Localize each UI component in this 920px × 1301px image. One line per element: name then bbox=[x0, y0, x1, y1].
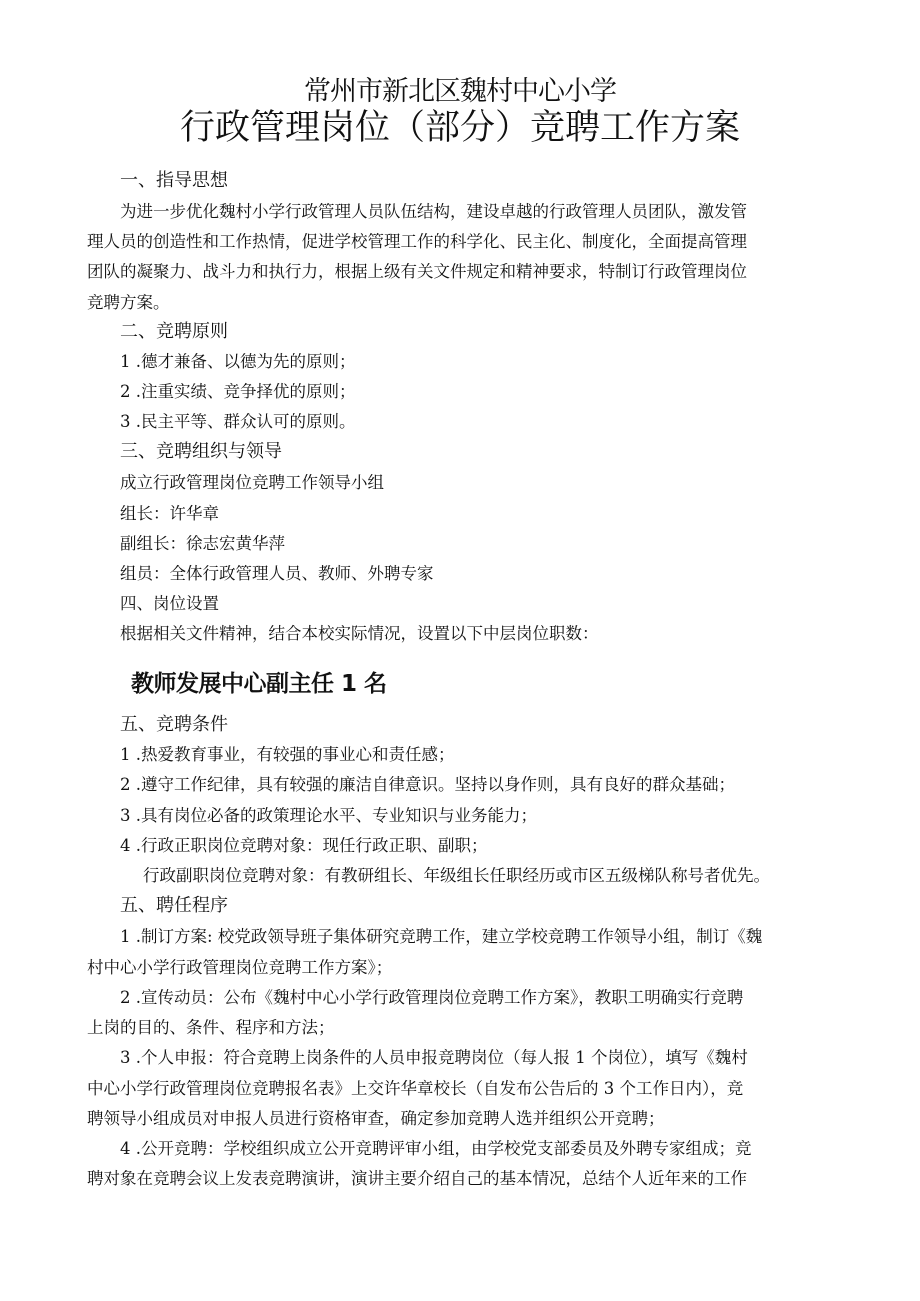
list-item: 1 .德才兼备、以德为先的原则； bbox=[120, 352, 356, 371]
section-heading-positions: 四、岗位设置 bbox=[120, 594, 219, 613]
paragraph-line: 村中心小学行政管理岗位竞聘工作方案》； bbox=[87, 958, 393, 977]
paragraph-line: 中心小学行政管理岗位竞聘报名表》上交许华章校长（自发布公告后的 3 个工作日内），竞 bbox=[87, 1079, 744, 1098]
paragraph-line: 2 .宣传动员：公布《魏村中心小学行政管理岗位竞聘工作方案》，教职工明确实行竞聘 bbox=[120, 988, 744, 1007]
school-name-title: 常州市新北区魏村中心小学 bbox=[304, 76, 616, 107]
position-title: 教师发展中心副主任 1 名 bbox=[131, 671, 387, 697]
paragraph-line: 4 .公开竞聘：学校组织成立公开竞聘评审小组，由学校党支部委员及外聘专家组成；竞 bbox=[120, 1139, 752, 1158]
document-title: 行政管理岗位（部分）竞聘工作方案 bbox=[179, 108, 740, 148]
paragraph-line: 聘对象在竞聘会议上发表竞聘演讲，演讲主要介绍自己的基本情况，总结个人近年来的工作 bbox=[87, 1169, 747, 1188]
list-item: 3 .民主平等、群众认可的原则。 bbox=[120, 412, 356, 431]
list-item: 行政副职岗位竞聘对象：有教研组长、年级组长任职经历或市区五级梯队称号者优先。 bbox=[143, 866, 770, 885]
paragraph-line: 上岗的目的、条件、程序和方法； bbox=[87, 1018, 335, 1037]
paragraph-line: 3 .个人申报：符合竞聘上岗条件的人员申报竞聘岗位（每人报 1 个岗位），填写《魏村 bbox=[120, 1048, 748, 1067]
paragraph-line: 副组长：徐志宏黄华萍 bbox=[120, 534, 285, 553]
list-item: 4 .行政正职岗位竞聘对象：现任行政正职、副职； bbox=[120, 836, 488, 855]
list-item: 2 .遵守工作纪律，具有较强的廉洁自律意识。坚持以身作则，具有良好的群众基础； bbox=[120, 775, 735, 794]
paragraph-line: 根据相关文件精神，结合本校实际情况，设置以下中层岗位职数： bbox=[120, 624, 599, 643]
paragraph-line: 理人员的创造性和工作热情，促进学校管理工作的科学化、民主化、制度化，全面提高管理 bbox=[87, 232, 747, 251]
section-heading-organization: 三、竞聘组织与领导 bbox=[120, 441, 282, 462]
paragraph-line: 组员：全体行政管理人员、教师、外聘专家 bbox=[120, 564, 434, 583]
paragraph-line: 成立行政管理岗位竞聘工作领导小组 bbox=[120, 473, 384, 492]
section-heading-conditions: 五、竞聘条件 bbox=[120, 714, 228, 735]
paragraph-line: 为进一步优化魏村小学行政管理人员队伍结构，建设卓越的行政管理人员团队，激发管 bbox=[120, 202, 747, 221]
paragraph-line: 组长：许华章 bbox=[120, 504, 219, 523]
paragraph-line: 团队的凝聚力、战斗力和执行力，根据上级有关文件规定和精神要求，特制订行政管理岗位 bbox=[87, 262, 747, 281]
paragraph-line: 1 .制订方案: 校党政领导班子集体研究竞聘工作，建立学校竞聘工作领导小组，制订《魏 bbox=[120, 927, 763, 946]
list-item: 3 .具有岗位必备的政策理论水平、专业知识与业务能力； bbox=[120, 806, 537, 825]
list-item: 1 .热爱教育事业，有较强的事业心和责任感； bbox=[120, 745, 455, 764]
section-heading-procedure: 五、聘任程序 bbox=[120, 895, 228, 916]
section-heading-guiding-ideology: 一、指导思想 bbox=[120, 170, 228, 191]
list-item: 2 .注重实绩、竞争择优的原则； bbox=[120, 382, 356, 401]
section-heading-principles: 二、竞聘原则 bbox=[120, 321, 228, 342]
paragraph-line: 竞聘方案。 bbox=[87, 293, 170, 312]
paragraph-line: 聘领导小组成员对申报人员进行资格审查，确定参加竞聘人选并组织公开竞聘； bbox=[87, 1109, 665, 1128]
